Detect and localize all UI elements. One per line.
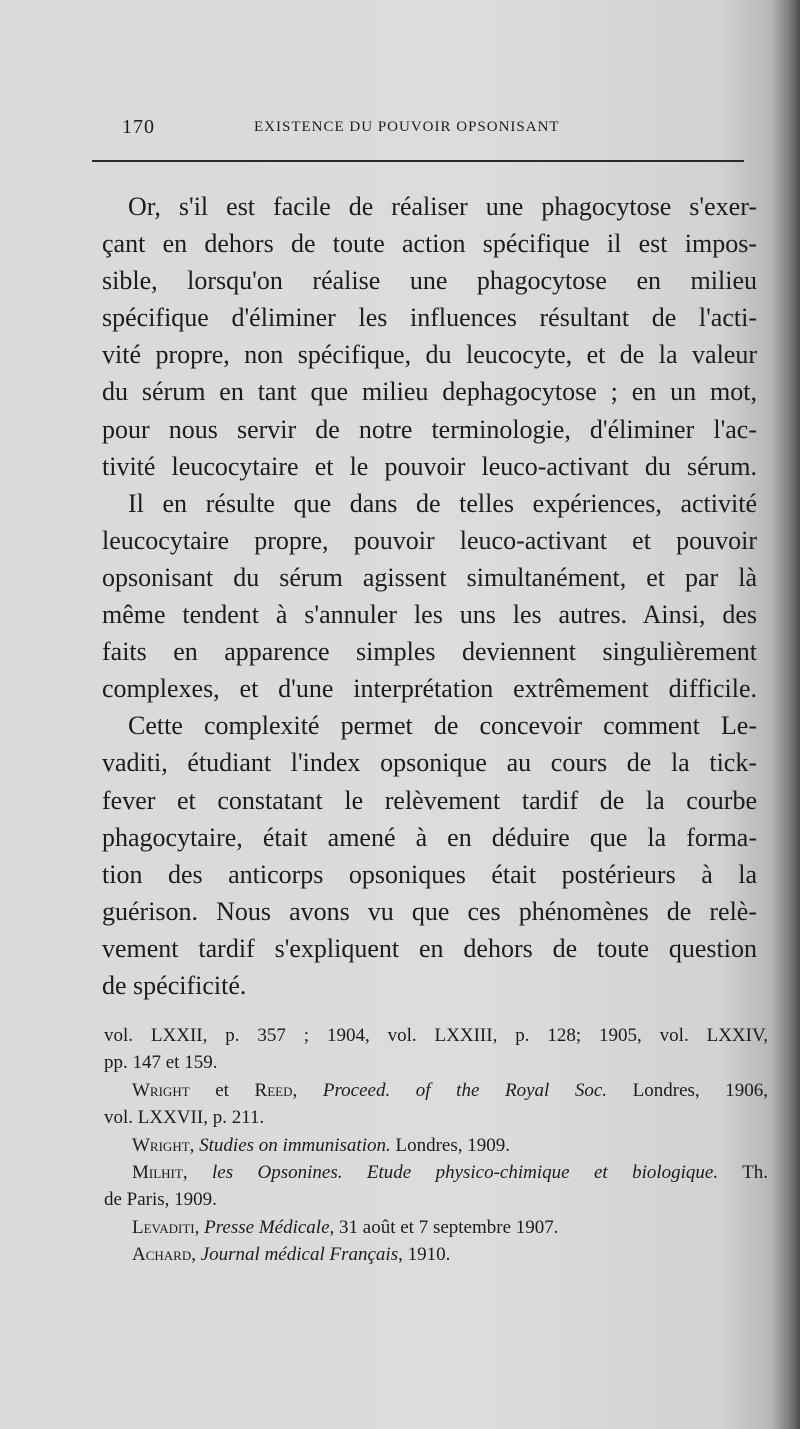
footnote-text: Th. [718, 1161, 769, 1183]
text-line: tivité leucocytaire et le pouvoir leuco-activant du sérum. [102, 451, 757, 481]
text-line: leucocytaire propre, pouvoir leuco-activant et pouvoir [102, 525, 757, 555]
text-line: du sérum en tant que milieu dephagocytose ; en un mot, [102, 377, 757, 407]
footnote-line [104, 1241, 768, 1268]
footnote-text: , [194, 1216, 205, 1238]
text-line: guérison. Nous avons vu que ces phénomènes de relè- [102, 896, 757, 926]
text-line: complexes, et d'une interprétation extrêmement difficile. [102, 674, 757, 704]
footnotes [104, 1022, 768, 1269]
footnote-text: , 1910. [398, 1244, 451, 1266]
text-line: tion des anticorps opsoniques était postérieurs à la [102, 859, 757, 889]
footnote-author: Wright [132, 1134, 190, 1156]
body-text [102, 188, 757, 1004]
footnote-title: of the Royal Soc. [415, 1079, 608, 1101]
page-header [122, 116, 742, 146]
footnote-author: Levaditi [132, 1216, 195, 1238]
page-number: 170 [122, 116, 155, 138]
footnote-line: vol. LXXVII, p. 211. [104, 1107, 265, 1129]
text-line: Or, s'il est facile de réaliser une phagocytose s'exer- [128, 192, 757, 221]
text-line: même tendent à s'annuler les uns les autres. Ainsi, des [102, 600, 757, 630]
text-line: fever et constatant le relèvement tardif de la courbe [102, 785, 757, 815]
footnote-title: Journal médical Français [200, 1244, 399, 1266]
text-line: phagocytaire, était amené à en déduire que la forma- [102, 822, 757, 852]
footnote-author: Milhit [132, 1161, 183, 1183]
footnote-title: Presse Médicale [204, 1216, 330, 1238]
text-line: vité propre, non spécifique, du leucocyte, et de la valeur [102, 340, 757, 370]
footnote-title: Proceed. [322, 1079, 391, 1101]
footnote-text: , [189, 1134, 200, 1156]
footnote-text: Londres, 1906, [607, 1079, 768, 1101]
footnote-author: Wright [132, 1079, 190, 1101]
footnote-line: pp. 147 et 159. [104, 1052, 218, 1074]
footnote-line [104, 1077, 768, 1104]
text-line: Cette complexité permet de concevoir comment Le- [128, 711, 757, 741]
footnote-author: Achard [132, 1244, 192, 1266]
footnote-title: Studies on immunisation. [199, 1134, 391, 1156]
running-title: EXISTENCE DU POUVOIR OPSONISANT [254, 119, 560, 135]
text-line: sible, lorsqu'on réalise une phagocytose en milieu [102, 266, 757, 296]
footnote-text: et [189, 1079, 255, 1101]
page-binding-shadow [772, 0, 800, 1429]
text-line: Il en résulte que dans de telles expériences, activité [128, 488, 757, 518]
footnote-text: , [182, 1161, 212, 1183]
footnote-text: Londres, 1909. [390, 1134, 511, 1156]
text-line: çant en dehors de toute action spécifique il est impos- [102, 229, 757, 259]
footnote-text [390, 1080, 416, 1101]
footnote-title: les Opsonines. Etude physico-chimique et biologique. [211, 1161, 719, 1183]
text-line: de spécificité. [102, 970, 247, 1000]
text-line: vement tardif s'expliquent en dehors de toute question [102, 933, 757, 963]
footnote-line: de Paris, 1909. [104, 1189, 217, 1211]
footnote-line: vol. LXXII, p. 357 ; 1904, vol. LXXIII, p. 128; 1905, vol. LXXIV, [104, 1025, 768, 1046]
footnote-line [104, 1132, 768, 1159]
footnote-text: , [191, 1244, 201, 1266]
text-line: spécifique d'éliminer les influences résultant de l'acti- [102, 303, 757, 333]
text-line: opsonisant du sérum agissent simultanément, et par là [102, 562, 757, 592]
footnote-line [104, 1214, 768, 1241]
footnote-line [104, 1159, 768, 1186]
header-rule [92, 160, 744, 162]
footnote-author: Reed [254, 1079, 293, 1101]
text-line: faits en apparence simples deviennent singulièrement [102, 637, 757, 667]
text-line: vaditi, étudiant l'index opsonique au cours de la tick- [102, 748, 757, 778]
footnote-text: , [292, 1079, 323, 1101]
text-line: pour nous servir de notre terminologie, d'éliminer l'ac- [102, 414, 757, 444]
footnote-text: , 31 août et 7 septembre 1907. [329, 1216, 559, 1238]
